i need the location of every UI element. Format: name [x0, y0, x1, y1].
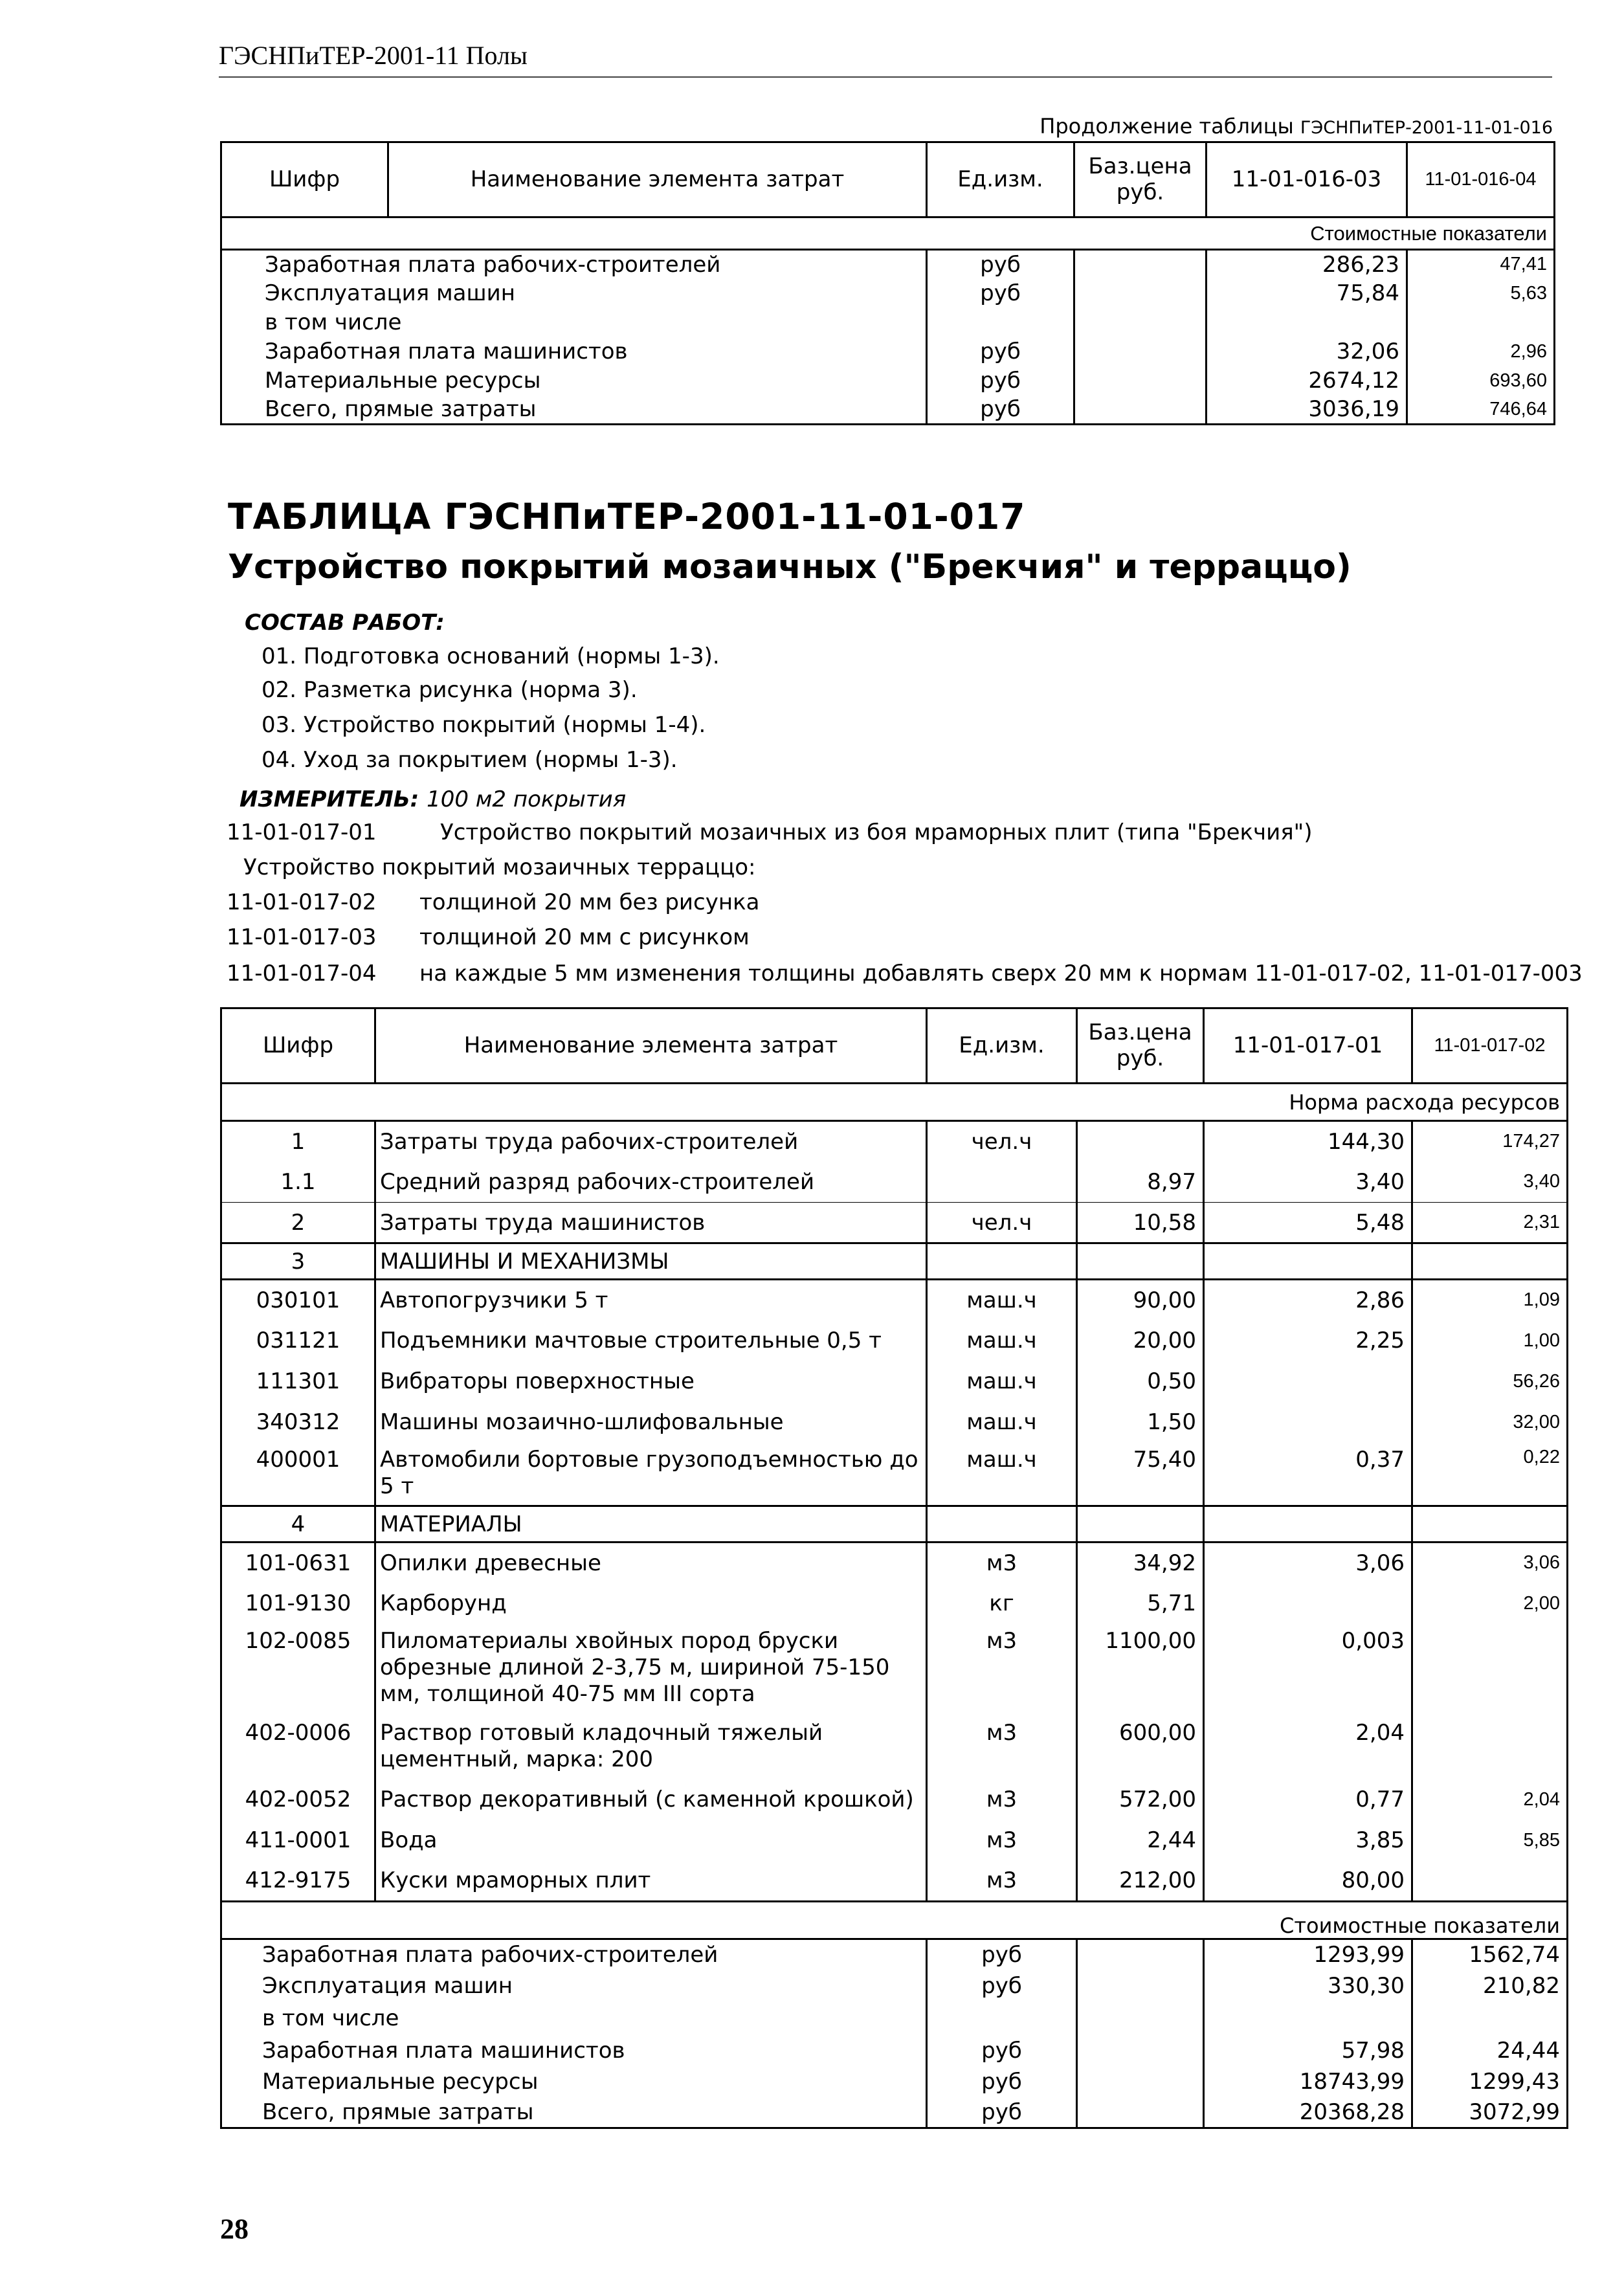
running-head: ГЭСНПиТЕР-2001-11 Полы	[219, 41, 528, 70]
resource-unit: маш.ч	[927, 1320, 1077, 1361]
resource-value-b: 174,27	[1412, 1121, 1568, 1162]
resource-name: МАШИНЫ И МЕХАНИЗМЫ	[375, 1243, 927, 1280]
resource-value-b: 5,85	[1412, 1820, 1568, 1861]
cost-name: в том числе	[262, 2005, 399, 2031]
norm-group-label: Устройство покрытий мозаичных терраццо:	[243, 854, 756, 880]
resource-value-a	[1204, 1583, 1412, 1624]
resource-unit: кг	[927, 1583, 1077, 1624]
resource-value-b	[1412, 1624, 1568, 1716]
resource-value-a: 144,30	[1204, 1121, 1412, 1162]
norm-description: толщиной 20 мм с рисунком	[419, 924, 750, 950]
resource-value-b: 2,31	[1412, 1203, 1568, 1243]
resource-row	[221, 1716, 1568, 1779]
table-subtitle: Устройство покрытий мозаичных ("Брекчия" и терраццо)	[228, 548, 1351, 586]
resource-base-price: 75,40	[1077, 1443, 1204, 1506]
resource-code: 411-0001	[245, 1827, 351, 1853]
resource-value-a: 0,37	[1204, 1443, 1412, 1506]
resource-code: 402-0006	[245, 1719, 351, 1746]
resource-value-a: 2,86	[1204, 1280, 1412, 1320]
cost-name: в том числе	[265, 309, 402, 335]
resource-unit: маш.ч	[927, 1280, 1077, 1320]
section-label-row	[221, 1084, 1568, 1121]
header-name: Наименование элемента затрат	[375, 1008, 927, 1084]
resource-code: 1.1	[221, 1162, 375, 1203]
work-item: 02. Разметка рисунка (норма 3).	[261, 677, 638, 703]
resource-base-price: 34,92	[1077, 1542, 1204, 1583]
resource-code: 400001	[256, 1446, 340, 1473]
work-item: 03. Устройство покрытий (нормы 1-4).	[261, 712, 706, 738]
resource-value-b	[1412, 1861, 1568, 1902]
resource-value-b	[1412, 1243, 1568, 1280]
cost-row	[221, 250, 1555, 279]
work-composition-label: СОСТАВ РАБОТ:	[245, 610, 445, 636]
cost-unit: руб	[927, 366, 1074, 395]
resource-value-a: 3,06	[1204, 1542, 1412, 1583]
cost-row	[221, 308, 1555, 337]
header-unit: Ед.изм.	[927, 1008, 1077, 1084]
resource-value-b: 2,04	[1412, 1779, 1568, 1820]
resource-name: Раствор готовый кладочный тяжелый цементный, марка: 200	[375, 1716, 927, 1779]
cost-base-price	[1074, 250, 1207, 279]
header-base-price-line2: руб.	[1116, 1045, 1164, 1071]
cost-name: Заработная плата машинистов	[262, 2037, 625, 2064]
resource-name: Машины мозаично-шлифовальные	[375, 1402, 927, 1443]
resource-name: Вибраторы поверхностные	[375, 1361, 927, 1402]
resource-code: 031121	[256, 1328, 340, 1353]
resource-value-b: 2,00	[1412, 1583, 1568, 1624]
resource-name: МАТЕРИАЛЫ	[375, 1506, 927, 1542]
header-rule	[219, 76, 1552, 78]
resource-name: Затраты труда машинистов	[375, 1203, 927, 1243]
resource-unit: маш.ч	[927, 1402, 1077, 1443]
cost-value-b: 1562,74	[1412, 1939, 1568, 1970]
resource-base-price: 600,00	[1077, 1716, 1204, 1779]
cost-unit: руб	[927, 279, 1074, 308]
norm-description: на каждые 5 мм изменения толщины добавлять сверх 20 мм к нормам 11-01-017-02, 11-01-017-003	[419, 961, 1583, 986]
cost-row	[221, 337, 1555, 366]
resource-value-b: 0,22	[1412, 1443, 1568, 1506]
resource-unit	[927, 1162, 1077, 1203]
resource-row	[221, 1320, 1568, 1361]
resource-name: Куски мраморных плит	[375, 1861, 927, 1902]
resource-value-a: 80,00	[1204, 1861, 1412, 1902]
resource-value-a: 5,48	[1204, 1203, 1412, 1243]
header-base-price-line2: руб.	[1116, 179, 1164, 205]
header-code: Шифр	[221, 1008, 375, 1084]
resource-name: Средний разряд рабочих-строителей	[375, 1162, 927, 1203]
cost-base-price	[1077, 2097, 1204, 2128]
resource-row	[221, 1402, 1568, 1443]
resource-value-a: 0,77	[1204, 1779, 1412, 1820]
resource-code: 1	[291, 1128, 306, 1155]
resource-value-a: 2,04	[1204, 1716, 1412, 1779]
resource-base-price: 212,00	[1077, 1861, 1204, 1902]
norm-code: 11-01-017-03	[227, 924, 377, 950]
cost-row	[221, 2097, 1568, 2128]
resource-code: 2	[221, 1203, 375, 1243]
cost-base-price	[1074, 308, 1207, 337]
cost-name: Всего, прямые затраты	[265, 396, 537, 423]
measure-label-text: ИЗМЕРИТЕЛЬ:	[239, 786, 419, 812]
resource-value-b	[1412, 1716, 1568, 1779]
cost-unit: руб	[927, 250, 1074, 279]
section-row	[221, 1506, 1568, 1542]
resource-unit: м3	[927, 1542, 1077, 1583]
resource-base-price: 5,71	[1077, 1583, 1204, 1624]
section-label: Стоимостные показатели	[221, 217, 1555, 250]
cost-value-b	[1412, 2001, 1568, 2035]
cost-value-b: 746,64	[1407, 395, 1555, 425]
continuation-code: ГЭСНПиТЕР-2001-11-01-016	[1300, 118, 1553, 138]
cost-unit: руб	[927, 337, 1074, 366]
cost-unit: руб	[927, 395, 1074, 425]
header-base-price-line1: Баз.цена	[1088, 1019, 1192, 1046]
resource-row	[221, 1121, 1568, 1162]
cost-base-price	[1077, 1939, 1204, 1970]
cost-row	[221, 2066, 1568, 2097]
cost-row	[221, 1970, 1568, 2001]
resource-value-a	[1204, 1361, 1412, 1402]
resource-code: 412-9175	[245, 1867, 351, 1894]
cost-value-b: 1299,43	[1412, 2066, 1568, 2097]
cost-name: Всего, прямые затраты	[262, 2099, 534, 2125]
resource-name: Автопогрузчики 5 т	[375, 1280, 927, 1320]
resource-base-price: 20,00	[1077, 1320, 1204, 1361]
resource-base-price: 1,50	[1077, 1402, 1204, 1443]
resource-row	[221, 1542, 1568, 1583]
work-item: 04. Уход за покрытием (нормы 1-3).	[261, 747, 678, 773]
section-label-row	[221, 217, 1555, 250]
resource-row	[221, 1162, 1568, 1203]
resource-row	[221, 1861, 1568, 1902]
cost-value-a	[1207, 308, 1407, 337]
cost-value-a: 330,30	[1204, 1970, 1412, 2001]
resource-value-b: 3,40	[1412, 1162, 1568, 1203]
cost-value-a: 75,84	[1207, 279, 1407, 308]
resource-code: 101-9130	[245, 1590, 351, 1616]
page-number: 28	[220, 2213, 249, 2245]
cost-value-b: 2,96	[1407, 337, 1555, 366]
header-base-price	[1074, 142, 1207, 217]
resource-name: Автомобили бортовые грузоподъемностью до 5 т	[375, 1443, 927, 1506]
cost-base-price	[1077, 1970, 1204, 2001]
resource-value-a: 3,85	[1204, 1820, 1412, 1861]
measure-label	[239, 786, 626, 812]
cost-value-a: 2674,12	[1207, 366, 1407, 395]
top-cost-table	[220, 141, 1555, 425]
header-unit: Ед.изм.	[927, 142, 1074, 217]
resource-code: 111301	[256, 1368, 340, 1394]
norm-code: 11-01-017-02	[227, 889, 377, 915]
resource-base-price	[1077, 1506, 1204, 1542]
cost-row	[221, 395, 1555, 425]
cost-value-b	[1407, 308, 1555, 337]
cost-name: Эксплуатация машин	[262, 1972, 513, 1999]
resource-unit: м3	[927, 1716, 1077, 1779]
resource-code: 102-0085	[245, 1627, 351, 1654]
resource-code: 3	[221, 1243, 375, 1280]
continuation-text: Продолжение таблицы	[1040, 114, 1294, 139]
resource-base-price: 8,97	[1077, 1162, 1204, 1203]
section-label: Норма расхода ресурсов	[221, 1084, 1568, 1121]
norm-description: толщиной 20 мм без рисунка	[419, 889, 760, 915]
header-col-b: 11-01-016-04	[1407, 142, 1555, 217]
resource-unit: чел.ч	[927, 1203, 1077, 1243]
header-col-b: 11-01-017-02	[1412, 1008, 1568, 1084]
cost-value-a: 286,23	[1207, 250, 1407, 279]
resource-unit: м3	[927, 1624, 1077, 1716]
header-base-price	[1077, 1008, 1204, 1084]
resource-value-a: 0,003	[1204, 1624, 1412, 1716]
cost-base-price	[1074, 395, 1207, 425]
cost-value-a: 32,06	[1207, 337, 1407, 366]
resource-unit: маш.ч	[927, 1361, 1077, 1402]
cost-name: Эксплуатация машин	[265, 280, 515, 306]
resource-value-a: 2,25	[1204, 1320, 1412, 1361]
section-label-row	[221, 1902, 1568, 1939]
resource-unit: чел.ч	[927, 1121, 1077, 1162]
cost-base-price	[1077, 2035, 1204, 2066]
resource-row	[221, 1624, 1568, 1716]
cost-base-price	[1074, 279, 1207, 308]
resource-name: Затраты труда рабочих-строителей	[375, 1121, 927, 1162]
resource-code: 101-0631	[245, 1550, 351, 1576]
norm-code: 11-01-017-04	[227, 961, 377, 986]
resource-name: Вода	[375, 1820, 927, 1861]
cost-value-b: 47,41	[1407, 250, 1555, 279]
resource-value-b: 56,26	[1412, 1361, 1568, 1402]
header-col-a: 11-01-017-01	[1204, 1008, 1412, 1084]
header-base-price-line1: Баз.цена	[1088, 153, 1192, 180]
resource-code: 4	[221, 1506, 375, 1542]
cost-row	[221, 279, 1555, 308]
cost-value-a: 3036,19	[1207, 395, 1407, 425]
resource-row	[221, 1280, 1568, 1320]
cost-row	[221, 2035, 1568, 2066]
cost-unit	[927, 308, 1074, 337]
resource-value-b: 1,09	[1412, 1280, 1568, 1320]
resource-base-price: 0,50	[1077, 1361, 1204, 1402]
cost-value-b: 3072,99	[1412, 2097, 1568, 2128]
cost-value-b: 5,63	[1407, 279, 1555, 308]
resource-base-price: 90,00	[1077, 1280, 1204, 1320]
cost-row	[221, 1939, 1568, 1970]
cost-value-b: 210,82	[1412, 1970, 1568, 2001]
resource-row	[221, 1361, 1568, 1402]
continuation-note	[1040, 114, 1553, 139]
cost-value-a: 18743,99	[1204, 2066, 1412, 2097]
cost-value-a: 20368,28	[1204, 2097, 1412, 2128]
cost-unit: руб	[927, 2035, 1077, 2066]
resource-row	[221, 1779, 1568, 1820]
cost-unit: руб	[927, 2066, 1077, 2097]
main-resource-table	[220, 1007, 1568, 2129]
resource-unit: маш.ч	[927, 1443, 1077, 1506]
cost-base-price	[1077, 2001, 1204, 2035]
resource-name: Пиломатериалы хвойных пород бруски обрезные длиной 2-3,75 м, шириной 75-150 мм, толщиной 40-75 мм III сорта	[375, 1624, 927, 1716]
resource-base-price: 1100,00	[1077, 1624, 1204, 1716]
resource-value-b: 32,00	[1412, 1402, 1568, 1443]
resource-value-a	[1204, 1243, 1412, 1280]
cost-value-b: 24,44	[1412, 2035, 1568, 2066]
resource-row	[221, 1203, 1568, 1243]
header-code: Шифр	[221, 142, 388, 217]
resource-row	[221, 1820, 1568, 1861]
cost-value-b: 693,60	[1407, 366, 1555, 395]
resource-code: 340312	[256, 1409, 340, 1435]
resource-code: 030101	[256, 1287, 340, 1313]
resource-name: Подъемники мачтовые строительные 0,5 т	[375, 1320, 927, 1361]
cost-base-price	[1074, 337, 1207, 366]
cost-unit: руб	[927, 1970, 1077, 2001]
resource-value-b: 1,00	[1412, 1320, 1568, 1361]
resource-name: Карборунд	[375, 1583, 927, 1624]
header-col-a: 11-01-016-03	[1207, 142, 1407, 217]
work-item: 01. Подготовка оснований (нормы 1-3).	[261, 643, 720, 669]
resource-unit	[927, 1243, 1077, 1280]
cost-name: Материальные ресурсы	[265, 368, 541, 394]
resource-unit: м3	[927, 1861, 1077, 1902]
resource-base-price: 572,00	[1077, 1779, 1204, 1820]
cost-name: Заработная плата машинистов	[265, 339, 628, 364]
cost-name: Заработная плата рабочих-строителей	[265, 251, 721, 278]
cost-unit: руб	[927, 1939, 1077, 1970]
norm-description: Устройство покрытий мозаичных из боя мраморных плит (типа "Брекчия")	[440, 819, 1313, 845]
resource-unit: м3	[927, 1779, 1077, 1820]
resource-value-a	[1204, 1506, 1412, 1542]
resource-base-price	[1077, 1121, 1204, 1162]
header-name: Наименование элемента затрат	[388, 142, 927, 217]
cost-value-a: 1293,99	[1204, 1939, 1412, 1970]
section-row	[221, 1243, 1568, 1280]
cost-row	[221, 2001, 1568, 2035]
cost-value-a: 57,98	[1204, 2035, 1412, 2066]
resource-base-price: 10,58	[1077, 1203, 1204, 1243]
resource-value-b: 3,06	[1412, 1542, 1568, 1583]
resource-base-price	[1077, 1243, 1204, 1280]
cost-value-a	[1204, 2001, 1412, 2035]
resource-value-a: 3,40	[1204, 1162, 1412, 1203]
resource-row	[221, 1583, 1568, 1624]
resource-unit	[927, 1506, 1077, 1542]
resource-code: 402-0052	[245, 1787, 351, 1812]
resource-name: Опилки древесные	[375, 1542, 927, 1583]
resource-row	[221, 1443, 1568, 1506]
cost-unit	[927, 2001, 1077, 2035]
section-label: Стоимостные показатели	[221, 1902, 1568, 1939]
cost-name: Материальные ресурсы	[262, 2068, 539, 2095]
resource-base-price: 2,44	[1077, 1820, 1204, 1861]
resource-name: Раствор декоративный (с каменной крошкой)	[375, 1779, 927, 1820]
cost-row	[221, 366, 1555, 395]
resource-value-b	[1412, 1506, 1568, 1542]
measure-value: 100 м2 покрытия	[427, 786, 627, 812]
norm-code: 11-01-017-01	[227, 819, 377, 845]
cost-base-price	[1077, 2066, 1204, 2097]
cost-base-price	[1074, 366, 1207, 395]
cost-name: Заработная плата рабочих-строителей	[262, 1942, 718, 1968]
resource-unit: м3	[927, 1820, 1077, 1861]
resource-value-a	[1204, 1402, 1412, 1443]
table-title: ТАБЛИЦА ГЭСНПиТЕР-2001-11-01-017	[228, 496, 1026, 537]
cost-unit: руб	[927, 2097, 1077, 2128]
